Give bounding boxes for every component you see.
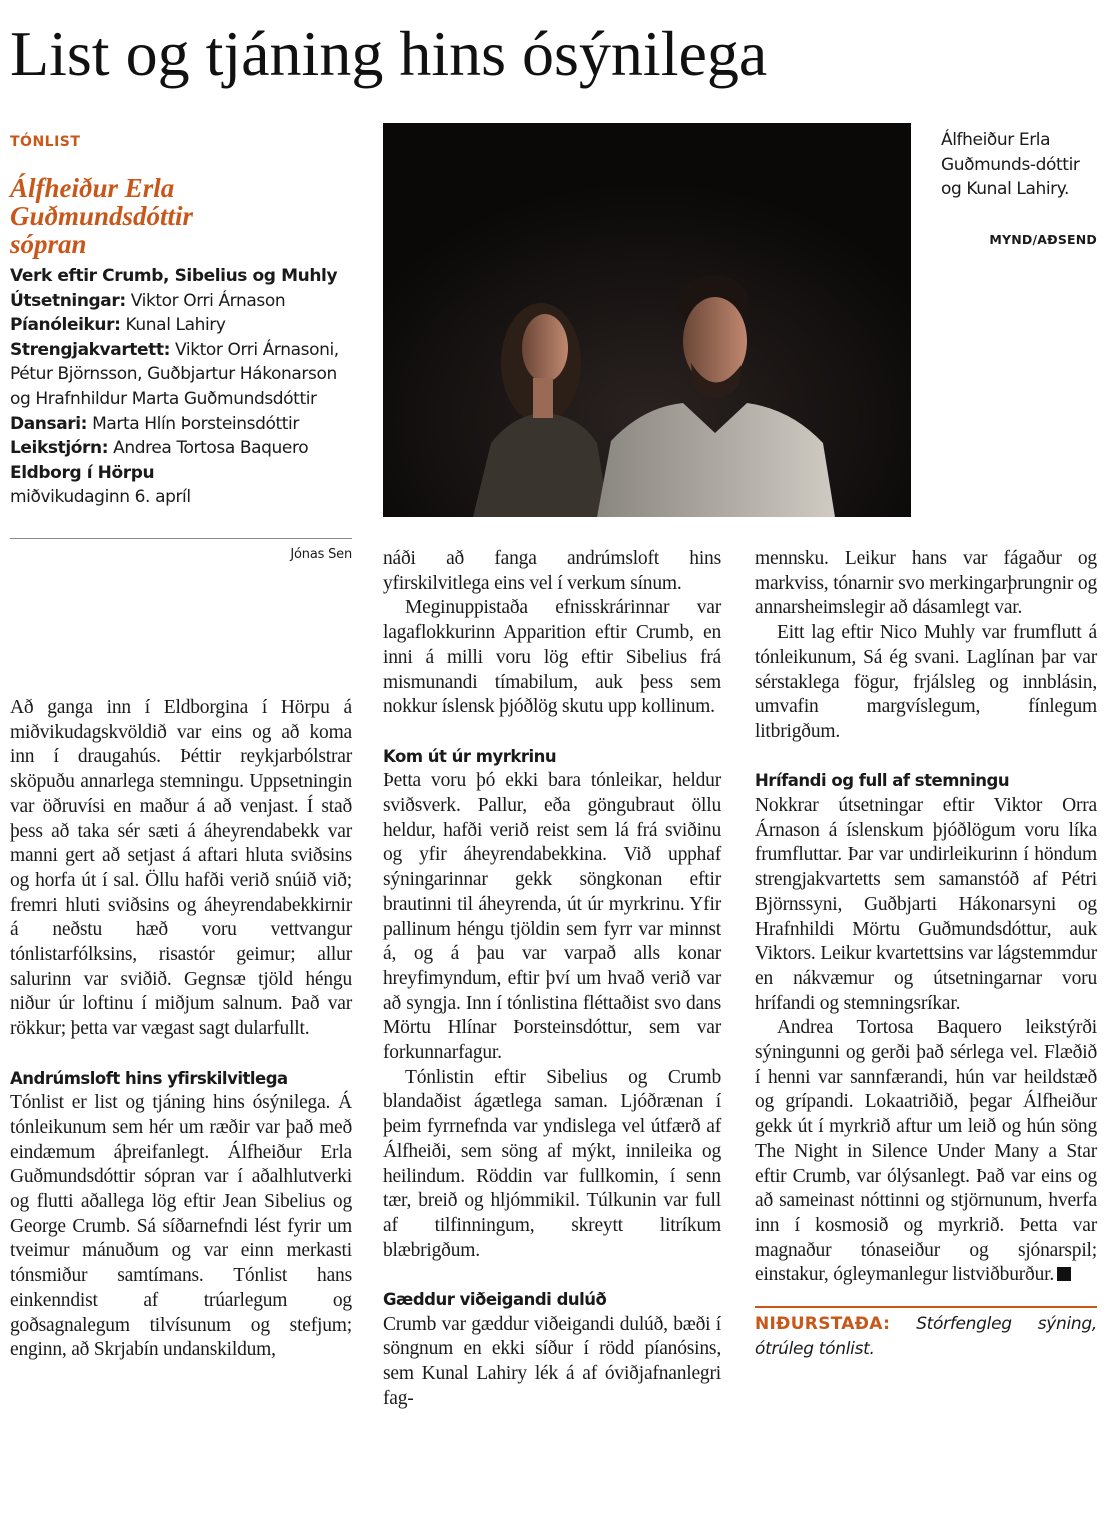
- article-photo: [383, 123, 911, 517]
- verdict-label: NIÐURSTAÐA:: [755, 1314, 891, 1335]
- paragraph: Andrea Tortosa Baquero leikstýrði sýningunni og gerði það sérlega vel. Flæðið í henni var sannfærandi, hún var heildstæð og grípandi. Lokaatriðið, þegar Álfheiður gekk út í myrkrið aftur um leið og hún söng The Night in Silence Under Many a Star eftir Crumb, var ólýsanlegt. Það var eins og að sameinast nóttinni og stjörnunum, hverfa inn í kosmosið og myrkrið. Þetta var magnaður tónaseiður og sjónarspil; einstakur, ógleymanlegur listviðburður.: [755, 1017, 1097, 1286]
- paragraph: Nokkrar útsetningar eftir Viktor Orra Árnason á íslenskum þjóðlögum voru líka frumfluttar. Þar var undirleikurinn í höndum strengjakvartetts sem samanstóð af Pétri Björnssyni, Guðbjarti Hákonarsyni og Hrafnhildi Mörtu Guðmundsdóttur, auk Viktors. Leikur kvartettsins var lágstemmdur en nákvæmur og útsetningarnar voru hrífandi og stemningsríkar.: [755, 795, 1097, 1014]
- paragraph: Að ganga inn í Eldborgina í Hörpu á miðvikudagskvöldið var eins og að koma inn í draugahús. Þéttir reykjarbólstrar sköpuðu annarlega stemningu. Uppsetningin var öðruvísi en maður á að venjast. Í stað þess að taka sér sæti á áheyrendabekk var manni gert að setjast á aftari hluta sviðsins og horfa út í sal. Öllu hafði verið snúið við; fremri hluti sviðsins og áheyrendabekkirnir á neðstu hæð voru vettvangur tónlistarfólksins, risastór geimur; allur salurinn var sviðið. Gegnsæ tjöld héngu niður úr loftinu í miðjum salnum. Það var rökkur; þetta var vægast sagt dularfullt.: [10, 697, 352, 1040]
- byline: Jónas Sen: [290, 546, 352, 562]
- divider: [10, 538, 352, 539]
- headline: List og tjáning hins ósýnilega: [10, 18, 768, 89]
- venue: Eldborg í Hörpu: [10, 462, 155, 483]
- article-column-2: [383, 547, 721, 1412]
- paragraph: náði að fanga andrúmsloft hins yfirskilvitlega eins vel í verkum sínum.: [383, 548, 721, 594]
- paragraph: Tónlistin eftir Sibelius og Crumb blandaðist ágætlega saman. Ljóðrænan í þeim fyrrnefnda var yndislega vel útfærð af Álfheiði, sem söng af mýkt, innileika og heilindum. Röddin var fullkomin, í senn tær, breið og hljómmikil. Túlkunin var full af tilfinningum, skreytt litríkum blæbrigðum.: [383, 1066, 721, 1261]
- credit-director: Leikstjórn: Andrea Tortosa Baquero: [10, 438, 309, 459]
- credit-dancer: Dansari: Marta Hlín Þorsteinsdóttir: [10, 413, 299, 434]
- photo-illustration: [383, 123, 911, 517]
- end-mark-icon: [1057, 1267, 1071, 1281]
- paragraph: Crumb var gæddur viðeigandi dulúð, bæði í söngnum en ekki síður í rödd píanósins, sem Kunal Lahiry lék á af óviðjafnanlegri fag-: [383, 1313, 721, 1409]
- section-kicker: TÓNLIST: [10, 134, 81, 150]
- program: Verk eftir Crumb, Sibelius og Muhly: [10, 266, 338, 286]
- paragraph: Þetta voru þó ekki bara tónleikar, heldur sviðsverk. Pallur, eða göngubraut öllu heldur, hafði verið reist sem lá frá sviðinu og yfir áheyrendabekkina. Við upphaf sýningarinnar gekk söngkonan eftir brautinni til áheyrenda, út úr myrkrinu. Yfir pallinum héngu tjöldin sem fyrr var minnst á, og á þau var varpað alls konar hreyfimyndum, eftir því um hvað verið var að syngja. Inn í tónlistina fléttaðist svo dans Mörtu Hlínar Þorsteinsdóttur, sem var forkunnarfagur.: [383, 770, 721, 1064]
- subheading: Hrífandi og full af stemningu: [755, 771, 1010, 791]
- credit-piano: Píanóleikur: Kunal Lahiry: [10, 315, 226, 336]
- subheading: Andrúmsloft hins yfirskilvitlega: [10, 1068, 288, 1088]
- artist-name: [10, 174, 352, 258]
- verdict-text: Stórfengleg sýning, ótrúleg tónlist.: [755, 1314, 1097, 1359]
- article-column-3: [755, 547, 1097, 1361]
- paragraph: Meginuppistaða efnisskrárinnar var lagaflokkurinn Apparition eftir Crumb, en inni á milli voru lög eftir Sibelius frá mismunandi tímabilum, auk þess sem nokkur íslensk þjóðlög skutu upp kollinum.: [383, 597, 721, 718]
- paragraph: Eitt lag eftir Nico Muhly var frumflutt á tónleikunum, Sá ég svani. Laglínan þar var sérstaklega fögur, frjálsleg og innblásin, umvafin margvíslegum, fínlegum litbrigðum.: [755, 622, 1097, 742]
- credit-quartet: Strengjakvartett: Viktor Orri Árnasoni, Pétur Björnsson, Guðbjartur Hákonarson og Hrafnhildur Marta Guðmundsdóttir: [10, 339, 339, 409]
- date: miðvikudaginn 6. apríl: [10, 487, 191, 508]
- paragraph: Tónlist er list og tjáning hins ósýnilega. Á tónleikunum sem hér um ræðir var það með eindæmum áþreifanlegt. Álfheiður Erla Guðmundsdóttir sópran var í aðalhlutverki og flutti aðallega lög eftir Jean Sibelius og George Crumb. Sá síðarnefndi lést fyrir um tveimur mánuðum og var einn merkasti tónsmiður samtímans. Tónlist hans einkenndist af trúarlegum og goðsagnalegum tilvísunum og stefjum; enginn, að Skrjabín undanskildum,: [10, 1092, 352, 1361]
- subheading: Kom út úr myrkrinu: [383, 746, 557, 766]
- article-column-1: [10, 696, 352, 1363]
- credits: [10, 264, 352, 510]
- photo-caption: Álfheiður Erla Guðmunds-dóttir og Kunal Lahiry.: [941, 130, 1080, 200]
- verdict-divider: [755, 1306, 1097, 1308]
- paragraph: mennsku. Leikur hans var fágaður og markviss, tónarnir svo merkingarþrungnir og annarsheimslegir að dásamlegt var.: [755, 548, 1097, 619]
- artist-line-1: Álfheiður Erla: [10, 173, 175, 203]
- review-info-box: [10, 132, 352, 562]
- verdict: [755, 1312, 1097, 1361]
- artist-line-2: Guðmundsdóttir: [10, 201, 194, 231]
- subheading: Gæddur viðeigandi dulúð: [383, 1290, 607, 1310]
- photo-credit: MYND/AÐSEND: [989, 232, 1097, 247]
- artist-line-3: sópran: [10, 229, 87, 259]
- credit-arrangement: Útsetningar: Viktor Orri Árnason: [10, 290, 286, 311]
